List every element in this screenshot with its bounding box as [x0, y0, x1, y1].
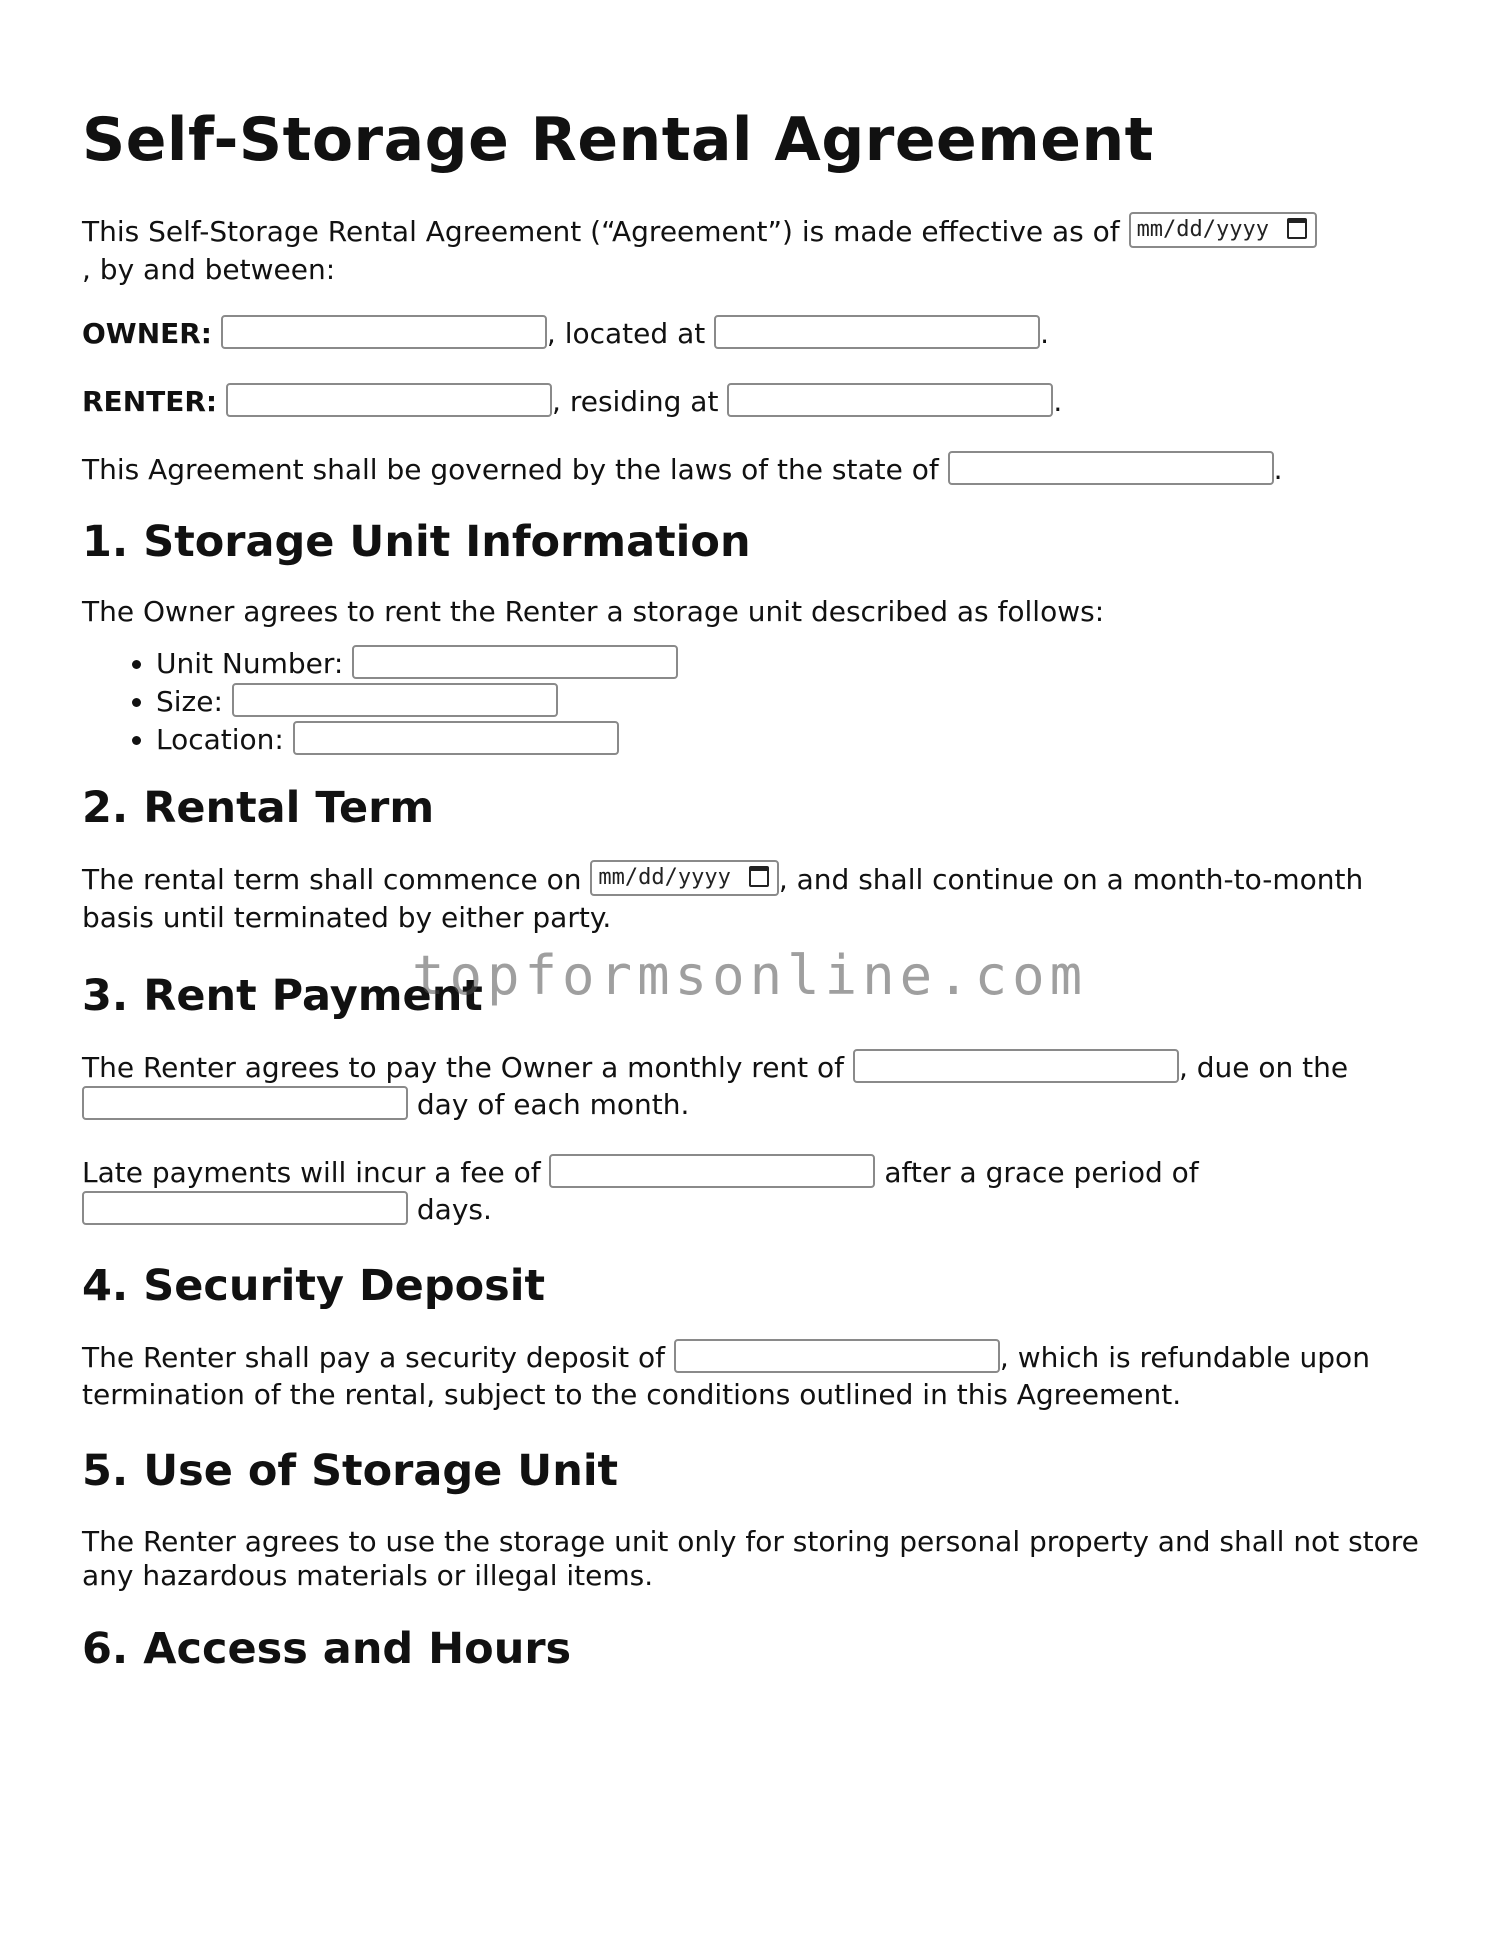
section2-heading: 2. Rental Term — [82, 783, 435, 833]
renter-address-field[interactable] — [727, 383, 1053, 417]
section3-paragraph-2 — [82, 1154, 1422, 1228]
rental-term-text: The rental term shall commence on — [82, 863, 582, 896]
section4-paragraph — [82, 1339, 1422, 1413]
owner-address-field[interactable] — [714, 315, 1040, 349]
list-item-location — [156, 721, 1422, 758]
governing-end: . — [1273, 453, 1283, 486]
effective-date-input[interactable] — [1129, 212, 1317, 248]
security-deposit-text: The Renter shall pay a security deposit of — [82, 1341, 666, 1374]
page-title: Self-Storage Rental Agreement — [82, 105, 1154, 175]
owner-name-field[interactable] — [221, 315, 547, 349]
owner-end: . — [1040, 317, 1050, 350]
renter-residing-text: , residing at — [552, 385, 719, 418]
governing-law-line — [82, 451, 1422, 488]
section5-paragraph: The Renter agrees to use the storage unit only for storing personal property and shall not store any hazardous materials or illegal items. — [82, 1525, 1419, 1592]
intro-paragraph — [82, 213, 1422, 288]
due-on-text: , due on the — [1178, 1051, 1349, 1084]
section3-heading: 3. Rent Payment — [82, 971, 483, 1021]
renter-end: . — [1053, 385, 1063, 418]
governing-text: This Agreement shall be governed by the laws of the state of — [82, 453, 939, 486]
intro-text-after: , by and between: — [82, 253, 336, 286]
section1-intro: The Owner agrees to rent the Renter a storage unit described as follows: — [82, 595, 1105, 628]
renter-name-field[interactable] — [226, 383, 552, 417]
size-field[interactable] — [232, 683, 558, 717]
unit-number-field[interactable] — [352, 645, 678, 679]
renter-line — [82, 383, 1422, 420]
list-item-size — [156, 683, 1422, 720]
owner-label: OWNER: — [82, 317, 213, 350]
section4-heading: 4. Security Deposit — [82, 1261, 546, 1311]
late-fee-field[interactable] — [549, 1154, 875, 1188]
security-deposit-field[interactable] — [674, 1339, 1000, 1373]
section3-paragraph-1 — [82, 1049, 1422, 1123]
section5-heading: 5. Use of Storage Unit — [82, 1446, 619, 1496]
late-fee-text: Late payments will incur a fee of — [82, 1156, 541, 1189]
section6-heading: 6. Access and Hours — [82, 1624, 572, 1674]
day-of-month-text: day of each month. — [416, 1088, 690, 1121]
renter-label: RENTER: — [82, 385, 218, 418]
grace-period-text: after a grace period of — [884, 1156, 1199, 1189]
location-label: Location: — [156, 723, 284, 756]
intro-text: This Self-Storage Rental Agreement (“Agreement”) is made effective as of — [82, 215, 1120, 248]
calendar-icon[interactable] — [749, 866, 769, 887]
commence-date-placeholder: mm/dd/yyyy — [598, 865, 731, 890]
governing-state-field[interactable] — [948, 451, 1274, 485]
grace-period-field[interactable] — [82, 1191, 408, 1225]
location-field[interactable] — [293, 721, 619, 755]
commence-date-input[interactable] — [590, 860, 778, 896]
effective-date-placeholder: mm/dd/yyyy — [1136, 217, 1270, 242]
owner-located-text: , located at — [546, 317, 706, 350]
monthly-rent-field[interactable] — [853, 1049, 1179, 1083]
unit-info-list — [82, 645, 1422, 758]
monthly-rent-text: The Renter agrees to pay the Owner a monthly rent of — [82, 1051, 845, 1084]
unit-number-label: Unit Number: — [156, 647, 344, 680]
due-day-field[interactable] — [82, 1086, 408, 1120]
size-label: Size: — [156, 685, 223, 718]
owner-line — [82, 315, 1422, 352]
watermark: topformsonline.com — [412, 944, 1088, 1007]
days-text: days. — [416, 1193, 492, 1226]
rental-term-text-after: , and shall continue on a month-to-month basis until terminated by either party. — [82, 863, 1364, 934]
section1-heading: 1. Storage Unit Information — [82, 517, 751, 567]
security-deposit-text-after: , which is refundable upon termination of the rental, subject to the conditions outlined in this Agreement. — [82, 1341, 1370, 1411]
list-item-unit-number — [156, 645, 1422, 682]
section2-paragraph — [82, 861, 1422, 936]
agreement-document — [82, 0, 1422, 1675]
calendar-icon[interactable] — [1287, 218, 1307, 239]
